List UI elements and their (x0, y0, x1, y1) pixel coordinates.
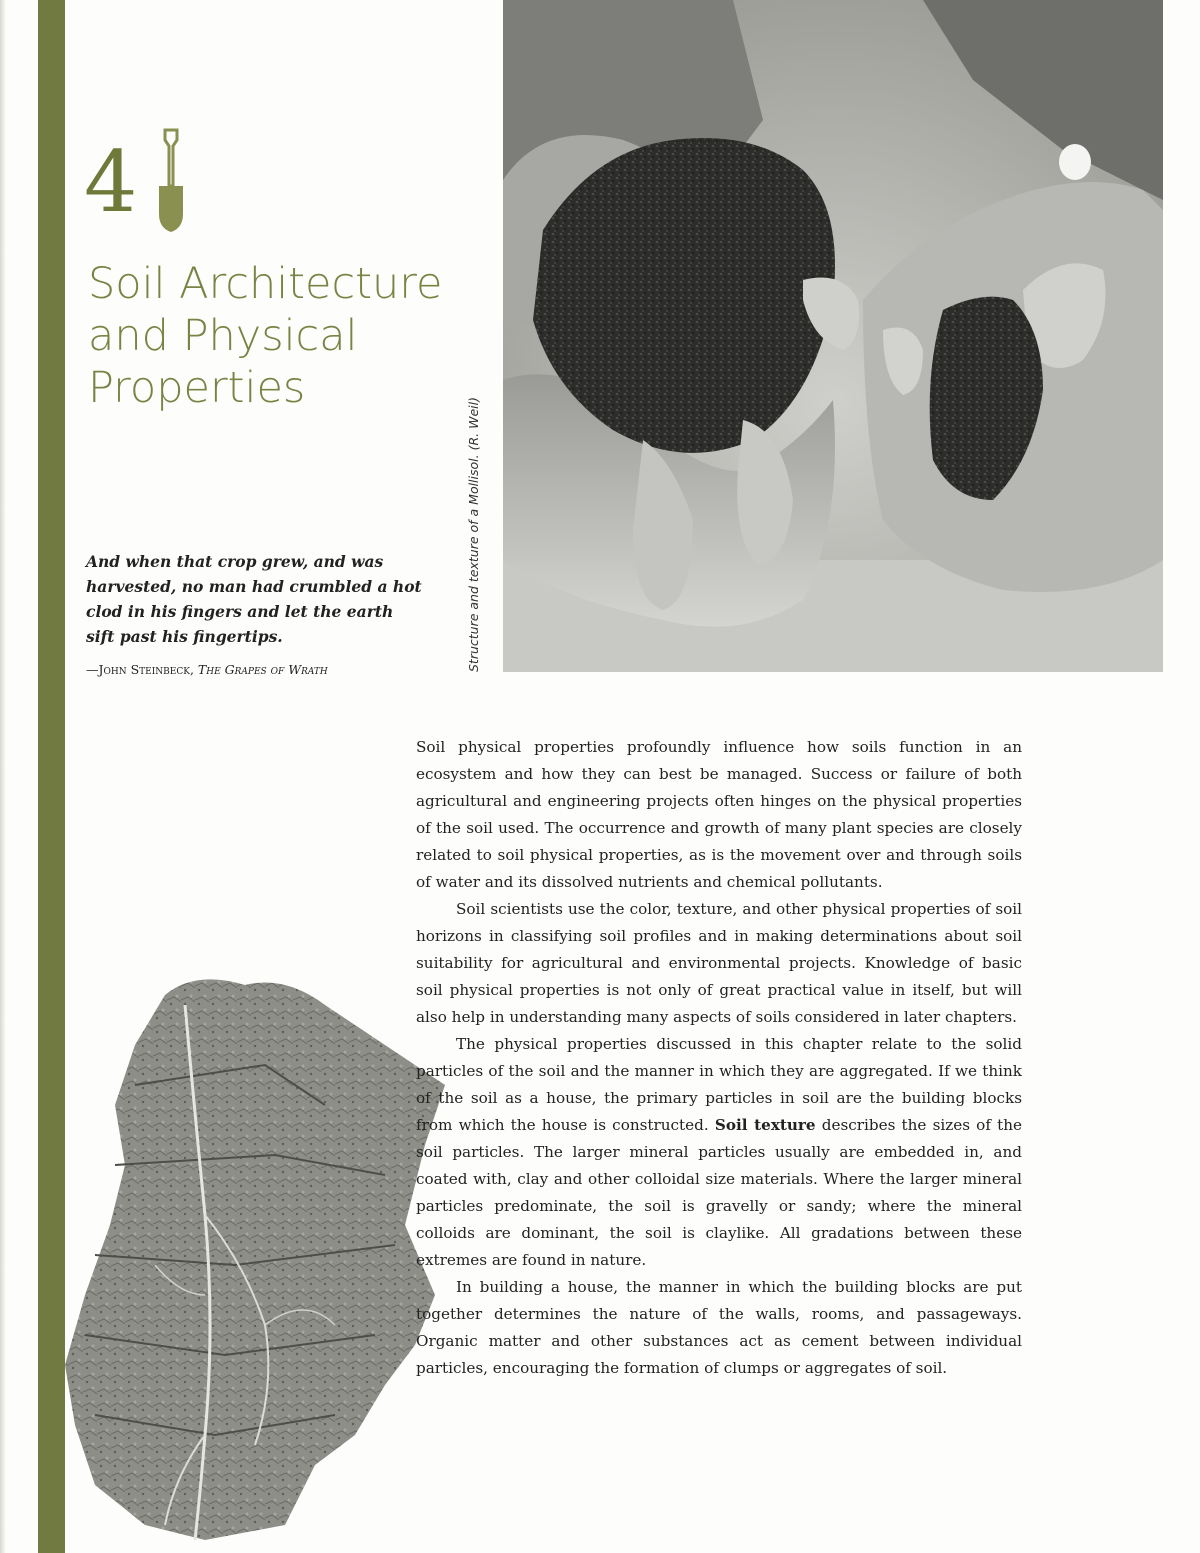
body-paragraph-3-a: The physical properties discussed in this chapter relate to the solid particles of the soil and the manner in which they are aggregated. If we think of the soil as a house, the primary particles in soil are the building blocks from which the house is constructed. (416, 1035, 1022, 1134)
chapter-title-line-2: and Physical (88, 311, 358, 361)
chapter-title (88, 258, 488, 414)
shovel-icon (150, 128, 192, 234)
page-edge-shadow (0, 0, 6, 1553)
photo-caption: Structure and texture of a Mollisol. (R. Weil) (466, 397, 481, 672)
hands-soil-photo (503, 0, 1163, 672)
key-term-soil-texture: Soil texture (714, 1116, 816, 1134)
body-paragraph-3-b: describes the sizes of the soil particles. The larger mineral particles usually are embedded in, and coated with, clay and other colloidal size materials. Where the larger mineral particles predominate, the soil is gravelly or sandy; where the mineral colloids are dominant, the soil is claylike. All gradations between these extremes are found in nature. (416, 1116, 1022, 1269)
body-paragraph-4: In building a house, the manner in which the building blocks are put together determines the nature of the walls, rooms, and passageways. Organic matter and other substances act as cement between individual particles, encouraging the formation of clumps or aggregates of soil. (416, 1278, 1022, 1377)
body-paragraph-3 (416, 1031, 1022, 1274)
chapter-body (416, 734, 1022, 1534)
epigraph-author: —John Steinbeck, (86, 662, 198, 677)
epigraph-quote: And when that crop grew, and was harvested, no man had crumbled a hot clod in his fingers and let the earth sift past his fingertips. (86, 552, 422, 646)
epigraph-book: The Grapes of Wrath (197, 662, 328, 677)
body-paragraph-2: Soil scientists use the color, texture, and other physical properties of soil horizons in classifying soil profiles and in making determinations about soil suitability for agricultural and environmental projects. Knowledge of basic soil physical properties is not only of great practical value in itself, but will also help in understanding many aspects of soils considered in later chapters. (416, 900, 1022, 1026)
epigraph-attribution (86, 662, 446, 677)
chapter-number: 4 (84, 133, 138, 231)
body-paragraph-1: Soil physical properties profoundly influence how soils function in an ecosystem and how they can best be managed. Success or failure of both agricultural and engineering projects often hinges on the physical properties of the soil used. The occurrence and growth of many plant species are closely related to soil physical properties, as is the movement over and through soils of water and its dissolved nutrients and chemical pollutants. (416, 738, 1022, 891)
chapter-title-line-1: Soil Architecture (88, 259, 443, 309)
chapter-title-line-3: Properties (88, 363, 306, 413)
soil-roots-photo (55, 965, 475, 1545)
